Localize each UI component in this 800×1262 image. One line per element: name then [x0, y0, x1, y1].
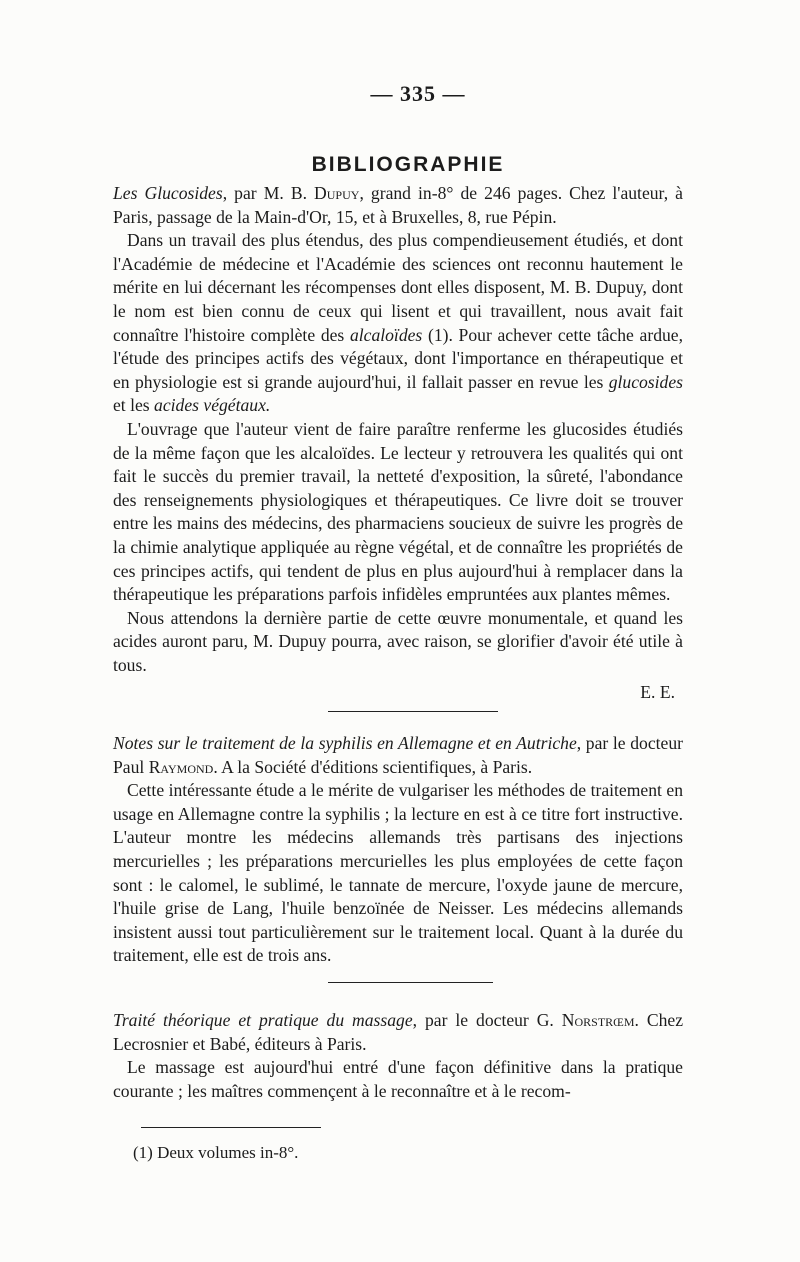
review-1-p1-em-acides: acides végétaux. — [154, 395, 271, 416]
review-1-author: Dupuy — [314, 183, 360, 203]
review-3-author: Norstrœm — [561, 1010, 635, 1030]
footnote-rule — [141, 1127, 321, 1128]
review-3-citation — [113, 1009, 683, 1056]
review-1-p1-text-c: et les — [113, 395, 155, 416]
footnote: (1) Deux volumes in-8°. — [133, 1143, 299, 1163]
review-1-paragraph-3: Nous attendons la dernière partie de cette œuvre monumentale, et quand les acides auront paru, M. Dupuy pourra, avec raison, se glorifier d'avoir été utile à tous. — [113, 607, 683, 675]
review-1-signature: E. E. — [640, 682, 675, 703]
review-3-paragraph-1: Le massage est aujourd'hui entré d'une façon définitive dans la pratique courante ; les maîtres commençent à le reconnaître et à le recom- — [113, 1057, 683, 1101]
review-1-paragraph-1 — [113, 229, 683, 418]
review-1-citation — [113, 182, 683, 229]
review-2-citation — [113, 732, 683, 779]
review-3-title-rest: , par le docteur G. — [412, 1010, 562, 1030]
review-2-publisher: . A la Société d'éditions scientifiques, à Paris. — [213, 756, 533, 777]
review-2-title: Notes sur le traitement de la syphilis en Allemagne et en Autriche — [113, 733, 577, 754]
review-1-p1-em-alcaloides: alcaloïdes — [349, 324, 423, 345]
review-3-publisher: . Chez Lecrosnier et Babé, éditeurs à Paris. — [113, 1010, 683, 1054]
review-1-p1-em-glucosides: glucosides — [608, 371, 683, 392]
book-page — [113, 80, 683, 1164]
review-3-title: Traité théorique et pratique du massage — [113, 1010, 413, 1030]
review-2-paragraph-1: Cette intéressante étude a le mérite de vulgariser les méthodes de traitement en usage en Allemagne contre la syphilis ; la lecture en est à ce titre fort instructive. L'auteur montre les médecins allemands très partisans des injections mercurielles ; les préparations mercurielles les plus employées de cette façon sont : le calomel, le sublimé, le tannate de mercure, l'oxyde jaune de mercure, l'huile grise de Lang, l'huile benzoïnée de Neisser. Les médecins allemands insistent aussi tout particulièrement sur le traitement local. Quant à la durée du traitement, elle est de trois ans. — [113, 780, 683, 966]
section-divider — [328, 711, 498, 712]
review-1-publisher: , grand in-8° de 246 pages. Chez l'auteur, à Paris, passage de la Main-d'Or, 15, et à Bruxelles, 8, rue Pépin. — [113, 183, 683, 227]
review-1-p1-text-a: Dans un travail des plus étendus, des plus compendieusement étudiés, et dont l'Académie de médecine et l'Académie des sciences ont reconnu hautement le mérite en lui décernant les récompenses dont elles disposent, M. B. Dupuy, dont le nom est bien connu de ceux qui lisent et qui travaillent, nous avait fait connaître l'histoire complète des — [113, 230, 683, 345]
section-divider — [328, 982, 493, 983]
review-1-title: Les Glucosides — [113, 183, 223, 203]
section-heading: BIBLIOGRAPHIE — [311, 153, 505, 176]
page-number: — 335 — — [370, 81, 466, 106]
review-2-title-rest: , par le docteur Paul — [113, 733, 683, 777]
review-1-paragraph-2: L'ouvrage que l'auteur vient de faire paraître renferme les glucosides étudiés de la même façon que les alcaloïdes. Le lecteur y retrouvera les qualités qui ont fait le succès du premier travail, la netteté d'exposition, la sûreté, l'abondance des renseignements physiologiques et thérapeutiques. Ce livre doit se trouver entre les mains des médecins, des pharmaciens soucieux de suivre les progrès de la chimie analytique appliquée au règne végétal, et de connaître les propriétés de ces principes actifs, qui tendent de plus en plus aujourd'hui à remplacer dans la thérapeutique les préparations parfois infidèles empruntées aux plantes mêmes. — [113, 418, 683, 605]
review-1-title-rest: , par M. B. — [222, 183, 315, 203]
review-1-p1-text-b: (1). Pour achever cette tâche ardue, l'étude des principes actifs des végétaux, dont l'importance en thérapeutique et en physiologie est si grande aujourd'hui, il fallait passer en revue les — [113, 324, 684, 392]
review-2-author: Raymond — [148, 756, 214, 777]
